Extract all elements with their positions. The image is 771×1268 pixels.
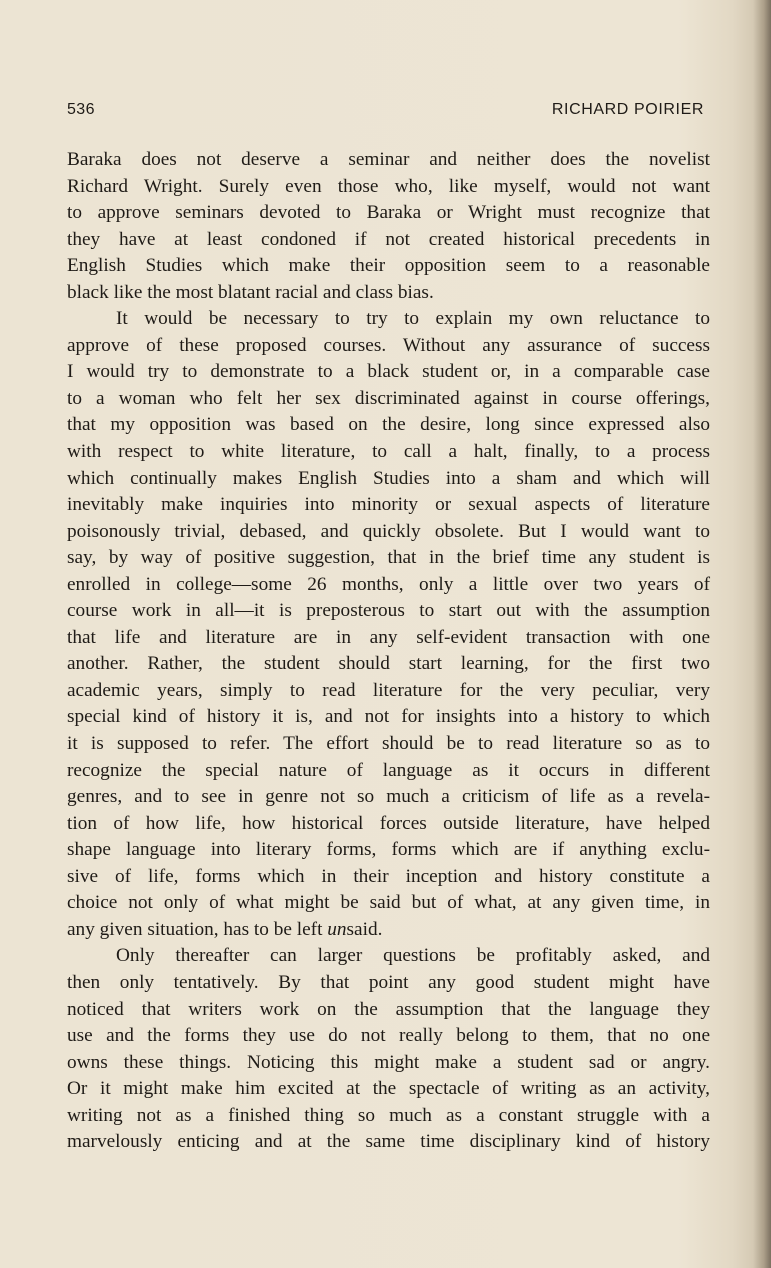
text-line: course work in all—it is preposterous to start out with the assumption <box>67 600 710 622</box>
text-line: to approve seminars devoted to Baraka or Wright must recognize that <box>67 202 710 224</box>
text-line: special kind of history it is, and not for insights into a history to which <box>67 706 710 728</box>
body-text <box>67 147 710 1156</box>
text-line: it is supposed to refer. The effort should be to read literature so as to <box>67 733 710 755</box>
line-text-before: any given situation, has to be left <box>67 918 328 940</box>
text-line: that life and literature are in any self-evident transaction with one <box>67 626 710 648</box>
paragraph-start-line: It would be necessary to try to explain my own reluctance to <box>116 308 710 330</box>
page-header <box>67 101 704 125</box>
text-line: sive of life, forms which in their inception and history constitute a <box>67 865 710 887</box>
text-line: black like the most blatant racial and class bias. <box>67 281 434 303</box>
text-line: poisonously trivial, debased, and quickly obsolete. But I would want to <box>67 520 710 542</box>
text-line: with respect to white literature, to call a halt, finally, to a process <box>67 441 710 463</box>
text-line: Richard Wright. Surely even those who, like myself, would not want <box>67 175 710 197</box>
text-line: recognize the special nature of language as it occurs in different <box>67 759 710 781</box>
text-line: shape language into literary forms, forms which are if anything exclu- <box>67 839 710 861</box>
text-line: noticed that writers work on the assumption that the language they <box>67 998 710 1020</box>
text-line: which continually makes English Studies into a sham and which will <box>67 467 710 489</box>
paragraph-start-line: Only thereafter can larger questions be profitably asked, and <box>116 945 710 967</box>
text-line: genres, and to see in genre not so much a criticism of life as a revela- <box>67 786 710 808</box>
italic-emphasis: un <box>327 918 347 940</box>
text-line: Baraka does not deserve a seminar and neither does the novelist <box>67 149 710 170</box>
text-line: enrolled in college—some 26 months, only a little over two years of <box>67 573 710 595</box>
text-line: inevitably make inquiries into minority or sexual aspects of literature <box>67 494 710 516</box>
text-line-with-emphasis <box>67 917 710 944</box>
text-line: I would try to demonstrate to a black student or, in a comparable case <box>67 361 710 383</box>
text-line: tion of how life, how historical forces outside literature, have helped <box>67 812 710 834</box>
text-line: say, by way of positive suggestion, that in the brief time any student is <box>67 547 710 569</box>
text-line: use and the forms they use do not really belong to them, that no one <box>67 1025 710 1047</box>
text-line: then only tentatively. By that point any good student might have <box>67 971 710 993</box>
text-line: Or it might make him excited at the spectacle of writing as an activity, <box>67 1078 710 1100</box>
text-line: marvelously enticing and at the same time disciplinary kind of history <box>67 1131 710 1153</box>
text-line: owns these things. Noticing this might make a student sad or angry. <box>67 1051 710 1073</box>
page-spine-shadow <box>753 0 771 1268</box>
running-head: RICHARD POIRIER <box>551 101 704 118</box>
line-text-after: said. <box>346 918 383 940</box>
text-line: another. Rather, the student should start learning, for the first two <box>67 653 710 675</box>
text-line: to a woman who felt her sex discriminated against in course offerings, <box>67 387 710 409</box>
text-line: that my opposition was based on the desire, long since expressed also <box>67 414 710 436</box>
text-line: English Studies which make their opposition seem to a reasonable <box>67 255 710 277</box>
text-line: approve of these proposed courses. Without any assurance of success <box>67 334 710 356</box>
text-line: choice not only of what might be said but of what, at any given time, in <box>67 892 710 914</box>
page-number: 536 <box>67 101 95 118</box>
text-line: academic years, simply to read literature for the very peculiar, very <box>67 679 710 701</box>
text-line: they have at least condoned if not created historical precedents in <box>67 228 710 250</box>
text-line: writing not as a finished thing so much as a constant struggle with a <box>67 1104 710 1126</box>
